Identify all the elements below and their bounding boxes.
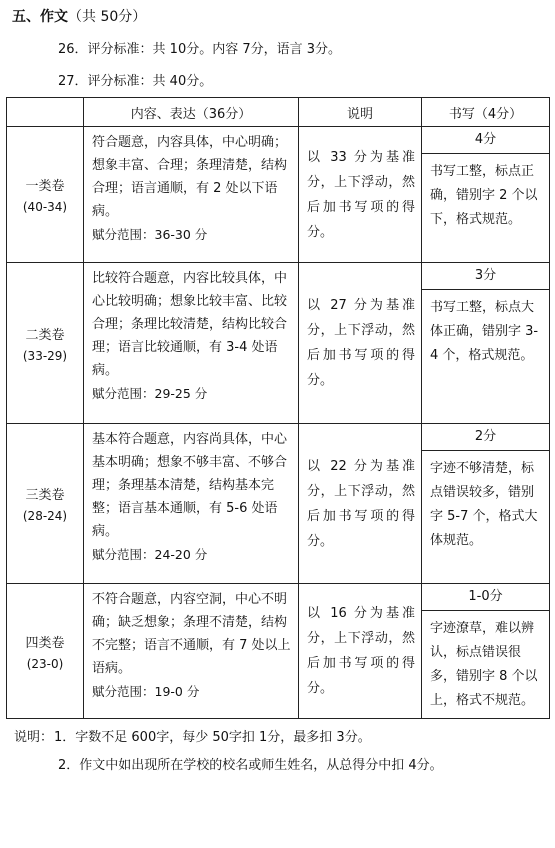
writing-points: 2分 [422,424,549,451]
section-points: （共 50分） [68,9,147,25]
scoring-table [6,97,550,719]
category-name: 二类卷 [25,327,65,343]
category-range: (33-29) [22,348,68,363]
writing-points: 1-0分 [422,584,549,611]
header-writing: 书写（4分） [422,98,550,127]
category-cell [7,584,84,719]
writing-points: 4分 [422,127,549,154]
writing-points: 3分 [422,263,549,290]
content-text: 不符合题意，内容空洞，中心不明确；缺乏想象；条理不清楚，结构不完整；语言不通顺，有 7 处以上语病。 [92,592,291,676]
content-cell [84,584,299,719]
table-row [7,127,550,263]
content-text: 比较符合题意，内容比较具体，中心比较明确；想象比较丰富、比较合理；条理比较清楚，结构比较合理；语言比较通顺，有 3-4 处语病。 [92,271,288,378]
table-row [7,263,550,424]
table-row [7,424,550,584]
header-content: 内容、表达（36分） [84,98,299,127]
content-text: 符合题意，内容具体，中心明确；想象丰富、合理；条理清楚，结构合理；语言通顺，有 2 处以下语病。 [92,135,288,219]
table-header-row [7,98,550,127]
writing-cell [422,584,550,719]
category-cell [7,424,84,584]
table-row [7,584,550,719]
writing-desc: 字迹潦草，难以辨认，标点错误很多，错别字 8 个以上，格式不规范。 [430,621,538,708]
category-range: (23-0) [26,656,64,671]
category-name: 四类卷 [25,635,65,651]
writing-cell [422,127,550,263]
category-cell [7,127,84,263]
note-cell: 以 22 分为基准分，上下浮动，然后加书写项的得分。 [299,424,422,584]
criteria-26: 26．评分标准：共 10分。内容 7分，语言 3分。 [58,42,342,57]
note-cell: 以 27 分为基准分，上下浮动，然后加书写项的得分。 [299,263,422,424]
writing-cell [422,263,550,424]
note-cell: 以 33 分为基准分，上下浮动，然后加书写项的得分。 [299,127,422,263]
writing-desc: 书写工整，标点正确，错别字 2 个以下，格式规范。 [430,164,538,227]
score-range: 赋分范围：36-30 分 [92,227,208,242]
category-name: 一类卷 [25,179,65,194]
score-range: 赋分范围：24-20 分 [92,547,208,562]
content-text: 基本符合题意，内容尚具体，中心基本明确；想象不够丰富、不够合理；条理基本清楚，结构基本完整；语言基本通顺，有 5-6 处语病。 [92,432,288,539]
score-range: 赋分范围：29-25 分 [92,386,208,401]
writing-desc: 书写工整，标点大体正确，错别字 3-4 个，格式规范。 [430,300,539,363]
header-category [7,98,84,127]
writing-cell [422,424,550,584]
category-cell [7,263,84,424]
content-cell [84,424,299,584]
section-title: 五、作文 [12,9,68,25]
content-cell [84,263,299,424]
score-range: 赋分范围：19-0 分 [92,684,200,699]
criteria-27: 27．评分标准：共 40分。 [58,74,213,89]
section-heading [12,6,146,26]
note-item: 2．作文中如出现所在学校的校名或师生姓名，从总得分中扣 4分。 [58,758,443,773]
category-range: (28-24) [22,509,68,523]
category-range: (40-34) [22,200,68,214]
note-item: 1．字数不足 600字，每少 50字扣 1分，最多扣 3分。 [54,730,371,745]
notes-title: 说明： [14,730,54,745]
writing-desc: 字迹不够清楚，标点错误较多，错别字 5-7 个，格式大体规范。 [430,461,538,548]
category-name: 三类卷 [25,488,65,503]
note-cell: 以 16 分为基准分，上下浮动，然后加书写项的得分。 [299,584,422,719]
content-cell [84,127,299,263]
header-note: 说明 [299,98,422,127]
